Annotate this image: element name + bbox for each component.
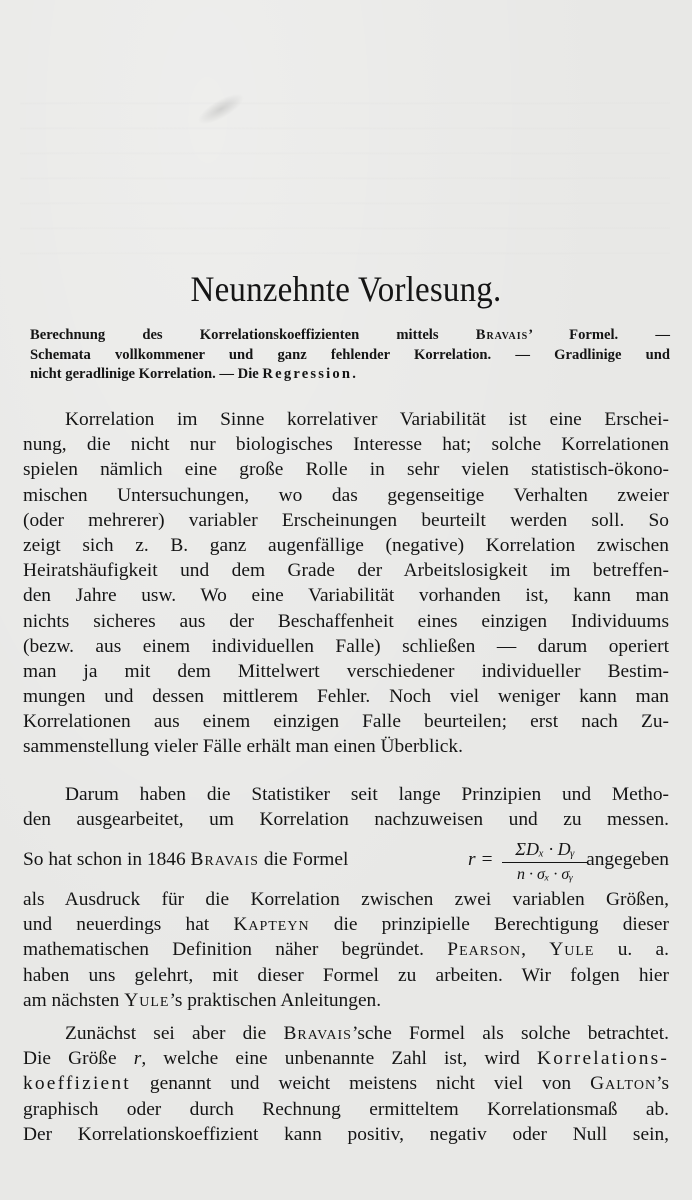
show-through-text xyxy=(20,80,670,260)
text-line: am nächsten Yule’s praktischen Anleitungen. xyxy=(23,989,382,1011)
fraction-bar xyxy=(502,862,588,863)
text-line: koeffizient genannt und weicht meistens nicht viel von Galton’s xyxy=(23,1073,669,1095)
summary-line-2: Schemata vollkommener und ganz fehlender Korrelation. — Gradlinige und xyxy=(30,346,670,363)
name-yule: Yule xyxy=(124,989,170,1011)
formula-line-text: So hat schon in 1846 Bravais die Formel xyxy=(23,849,349,870)
text-line: Die Größe r, welche eine unbenannte Zahl ist, wird Korrelations- xyxy=(23,1048,670,1070)
chapter-summary xyxy=(30,326,670,385)
name-pearson: Pearson xyxy=(447,939,522,961)
text-line: Der Korrelationskoeffizient kann positiv, negativ oder Null sein, xyxy=(23,1123,669,1145)
text-line: nung, die nicht nur biologisches Interesse hat; solche Korrelationen xyxy=(23,434,669,456)
text-line: Zunächst sei aber die Bravais’sche Formel als solche betrachtet. xyxy=(65,1023,669,1044)
formula-denominator: n · σₓ · σᵧ xyxy=(516,866,573,884)
text-line: mungen und dessen mittlerem Fehler. Noch viel weniger kann man xyxy=(23,686,669,708)
text-line: haben uns gelehrt, mit dieser Formel zu arbeiten. Wir folgen hier xyxy=(23,964,669,986)
text-line: und neuerdings hat Kapteyn die prinzipielle Berechtigung dieser xyxy=(23,914,670,936)
text-line: sammenstellung vieler Fälle erhält man einen Überblick. xyxy=(23,736,463,758)
text-line: graphisch oder durch Rechnung ermitteltem Korrelationsmaß ab. xyxy=(23,1098,669,1120)
formula-fraction xyxy=(502,837,588,885)
text-line: den ausgearbeitet, um Korrelation nachzuweisen und zu messen. xyxy=(23,809,669,831)
formula-line xyxy=(23,837,669,889)
text-line: Korrelation im Sinne korrelativer Variabilität ist eine Erschei- xyxy=(65,409,669,430)
summary-line-1: Berechnung des Korrelationskoeffizienten mittels Bravais’ Formel. — xyxy=(30,327,670,343)
text-line: (oder mehrerer) variabler Erscheinungen beurteilt werden soll. So xyxy=(23,509,669,531)
text-line: Heiratshäufigkeit und dem Grade der Arbeitslosigkeit im betreffen- xyxy=(23,560,669,582)
formula-lhs: r = xyxy=(468,849,494,870)
text-line: den Jahre usw. Wo eine Variabilität vorhanden ist, kann man xyxy=(23,585,669,607)
formula-line-text-end: angegeben xyxy=(586,849,669,870)
text-line: Darum haben die Statistiker seit lange Prinzipien und Metho- xyxy=(65,784,669,805)
text-line: zeigt sich z. B. ganz augenfällige (negative) Korrelation zwischen xyxy=(23,534,669,556)
paragraph-2-start xyxy=(23,782,669,832)
summary-line-3: nicht geradlinige Korrelation. — Die Regression. xyxy=(30,366,359,382)
paragraph-3 xyxy=(23,1021,669,1147)
name-bravais: Bravais xyxy=(190,849,259,870)
text-line: mischen Untersuchungen, wo das gegenseitige Verhalten zweier xyxy=(23,484,669,506)
name-kapteyn: Kapteyn xyxy=(233,914,310,936)
text-line: Korrelationen aus einem einzigen Falle beurteilen; erst nach Zu- xyxy=(23,711,669,733)
formula-numerator: ΣDₓ · Dᵧ xyxy=(515,839,575,859)
text-line: als Ausdruck für die Korrelation zwischen zwei variablen Größen, xyxy=(23,889,669,910)
name-galton: Galton xyxy=(590,1073,657,1095)
text-line: mathematischen Definition näher begründet. Pearson, Yule u. a. xyxy=(23,939,670,961)
chapter-title: Neunzehnte Vorlesung. xyxy=(190,270,502,310)
text-line: spielen nämlich eine große Rolle in sehr vielen statistisch-ökono- xyxy=(23,459,669,481)
paragraph-1 xyxy=(23,407,669,760)
text-line: man ja mit dem Mittelwert verschiedener individueller Bestim- xyxy=(23,660,669,682)
text-line: nichts sicheres aus der Beschaffenheit eines einzigen Individuums xyxy=(23,610,669,632)
text-line: (bezw. aus einem individuellen Falle) schließen — darum operiert xyxy=(23,635,669,657)
paragraph-2-continued xyxy=(23,887,669,1013)
name-bravais: Bravais xyxy=(283,1023,352,1044)
name-bravais: Bravais xyxy=(475,327,529,343)
name-yule: Yule xyxy=(549,939,595,961)
